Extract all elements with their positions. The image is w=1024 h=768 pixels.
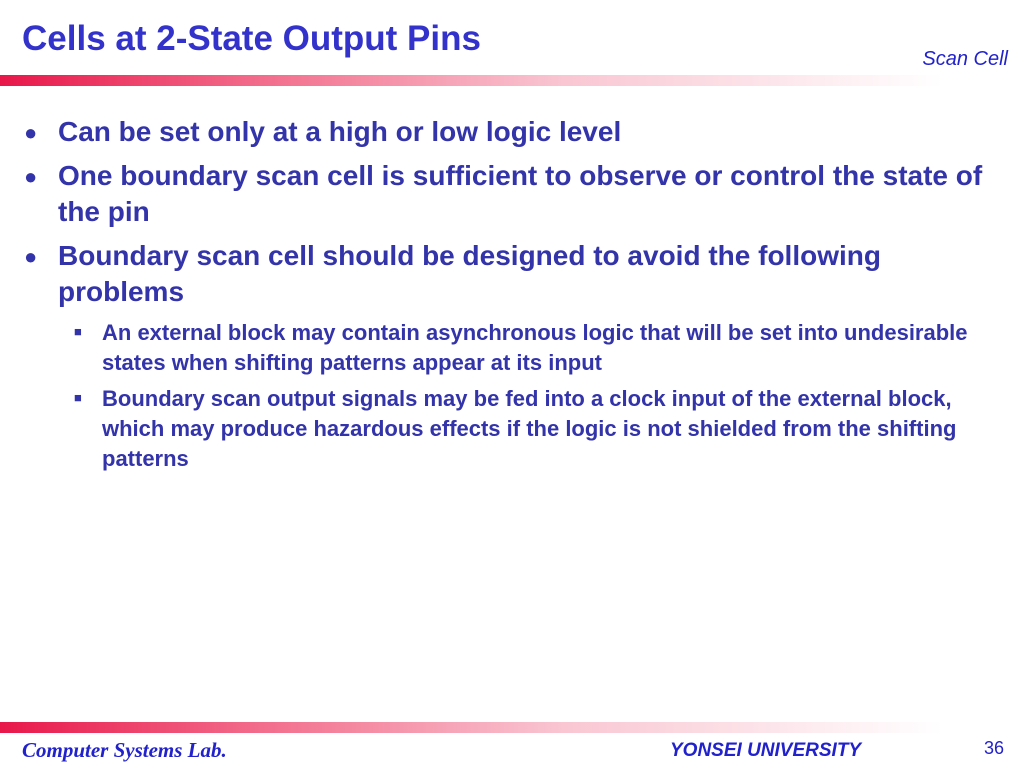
bullet-item	[22, 158, 1012, 230]
square-bullet-icon: ■	[74, 324, 82, 339]
bullet-item	[22, 114, 1012, 150]
sub-bullet-text: Boundary scan output signals may be fed into a clock input of the external block, which may produce hazardous effects if the logic is not shielded from the shifting patterns	[102, 386, 957, 471]
slide-content	[22, 114, 1012, 480]
bullet-text: Boundary scan cell should be designed to avoid the following problems	[58, 240, 881, 307]
footer-divider-bar	[0, 722, 1024, 733]
sub-bullet-list	[22, 318, 1012, 474]
sub-bullet-item	[22, 384, 1012, 474]
bullet-text: One boundary scan cell is sufficient to observe or control the state of the pin	[58, 160, 983, 227]
footer-university: YONSEI UNIVERSITY	[670, 740, 862, 761]
bullet-item	[22, 238, 1012, 310]
square-bullet-icon: ■	[74, 390, 82, 405]
slide-title: Cells at 2-State Output Pins	[22, 19, 481, 58]
bullet-dot-icon: ●	[24, 120, 38, 145]
bullet-dot-icon: ●	[24, 164, 38, 189]
page-number: 36	[983, 738, 1004, 758]
bullet-dot-icon: ●	[24, 244, 38, 269]
sub-bullet-text: An external block may contain asynchronous logic that will be set into undesirable states when shifting patterns appear at its input	[102, 320, 968, 375]
footer-lab-name: Computer Systems Lab.	[22, 738, 227, 762]
bullet-text: Can be set only at a high or low logic level	[58, 116, 622, 147]
sub-bullet-item	[22, 318, 1012, 378]
section-label: Scan Cell	[922, 48, 1008, 70]
header-divider-bar	[0, 75, 1024, 86]
